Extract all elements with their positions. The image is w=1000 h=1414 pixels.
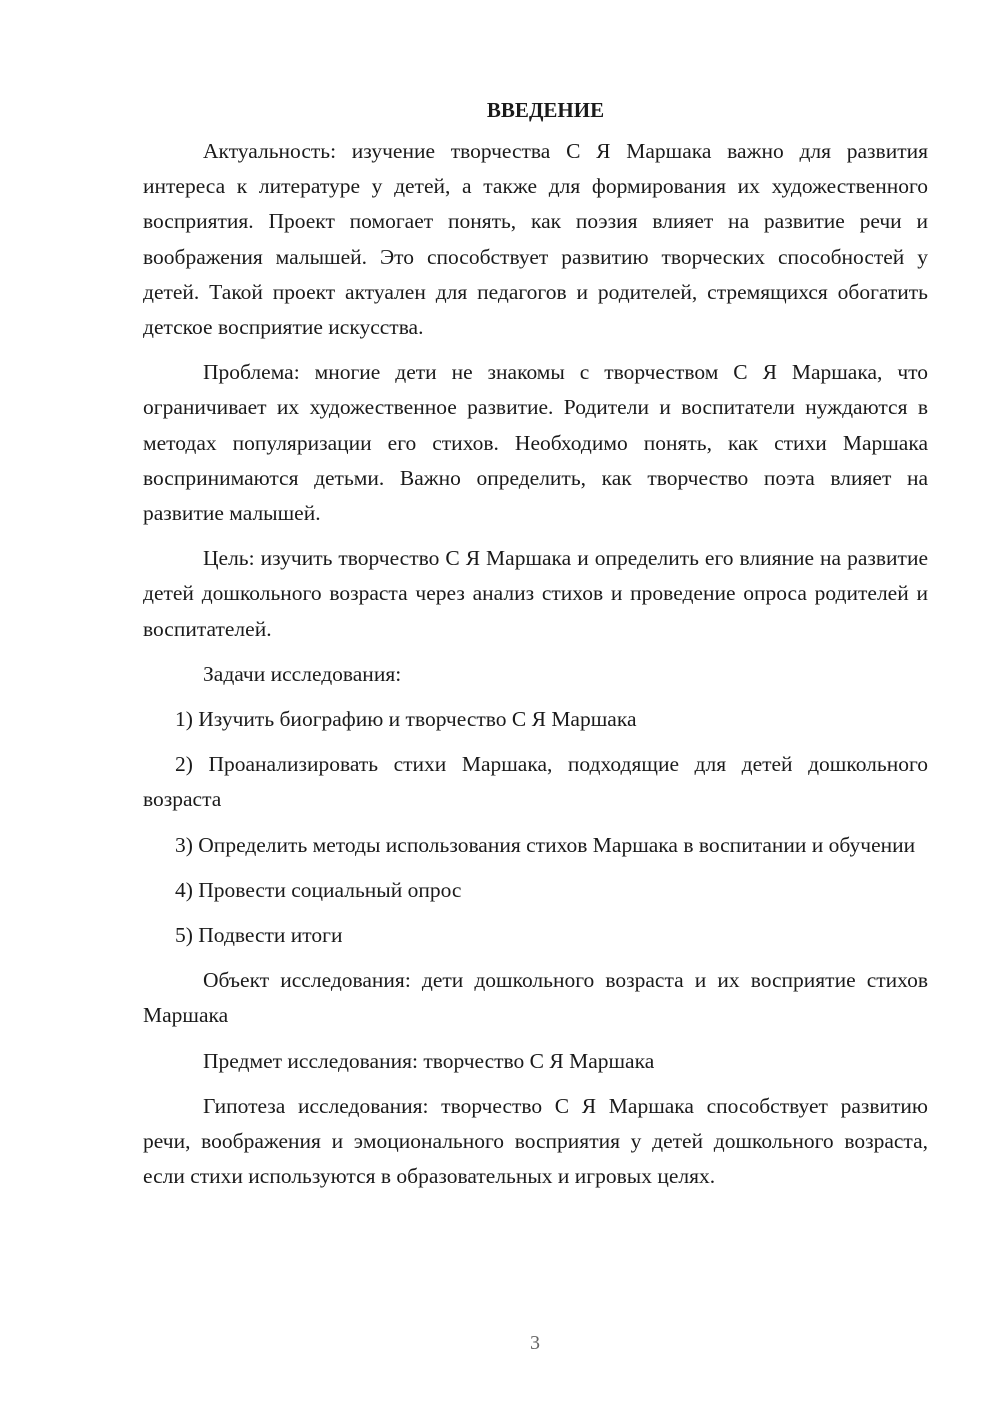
section-title: ВВЕДЕНИЕ xyxy=(486,98,605,122)
task-item-3: 3) Определить методы использования стихов Маршака в воспитании и обучении xyxy=(175,832,916,857)
task-item-5: 5) Подвести итоги xyxy=(175,923,343,948)
paragraph-goal: Цель: изучить творчество С Я Маршака и определить его влияние на развитие детей дошкольного возраста через анализ стихов и проведение опроса родителей и воспитателей. xyxy=(143,546,928,641)
document-page xyxy=(143,93,928,1194)
task-item-1: 1) Изучить биографию и творчество С Я Маршака xyxy=(175,707,637,732)
page-number: 3 xyxy=(530,1332,540,1354)
task-item-2: 2) Проанализировать стихи Маршака, подходящие для детей дошкольного возраста xyxy=(143,752,928,812)
paragraph-hypothesis: Гипотеза исследования: творчество С Я Маршака способствует развитию речи, воображения и эмоционального восприятия у детей дошкольного возраста, если стихи используются в образовательных и игровых целях. xyxy=(143,1093,928,1189)
paragraph-tasks-heading: Задачи исследования: xyxy=(203,661,402,686)
paragraph-problem: Проблема: многие дети не знакомы с творчеством С Я Маршака, что ограничивает их художественное развитие. Родители и воспитатели нуждаются в методах популяризации его стихов. Необходимо понять, как стихи Маршака воспринимаются детьми. Важно определить, как творчество поэта влияет на развитие малышей. xyxy=(143,360,928,526)
paragraph-subject: Предмет исследования: творчество С Я Маршака xyxy=(203,1048,655,1073)
task-item-4: 4) Провести социальный опрос xyxy=(175,877,462,902)
paragraph-object: Объект исследования: дети дошкольного возраста и их восприятие стихов Маршака xyxy=(143,968,928,1028)
paragraph-relevance: Актуальность: изучение творчества С Я Маршака важно для развития интереса к литературе у детей, а также для формирования их художественного восприятия. Проект помогает понять, как поэзия влияет на развитие речи и воображения малышей. Это способствует развитию творческих способностей у детей. Такой проект актуален для педагогов и родителей, стремящихся обогатить детское восприятие искусства. xyxy=(143,139,928,340)
